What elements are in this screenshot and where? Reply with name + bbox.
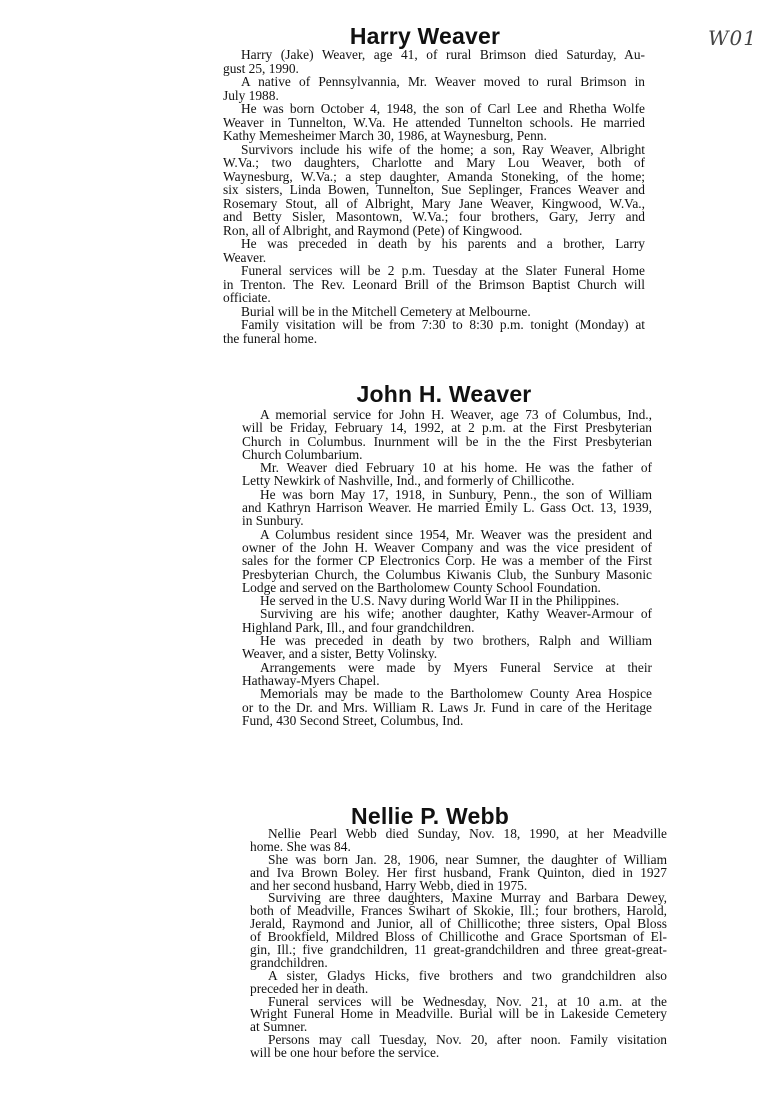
text-line: Rosemary Stout, all of Albright, Mary Jane Weaver, Kingwood, W.Va.,: [223, 195, 645, 211]
text-line: preceded her in death.: [250, 980, 369, 996]
text-line: gust 25, 1990.: [223, 60, 299, 76]
text-line: Funeral services will be 2 p.m. Tuesday at the Slater Funeral Home: [241, 263, 645, 278]
text-line: Family visitation will be from 7:30 to 8:30 p.m. tonight (Monday) at: [241, 317, 645, 332]
text-line: six sisters, Linda Bowen, Tunnelton, Sue Seplinger, Frances Weaver and: [223, 182, 645, 197]
text-line: He was born October 4, 1948, the son of Carl Lee and Rhetha Wolfe: [241, 101, 645, 116]
obituary-title-john-h-weaver: John H. Weaver: [356, 381, 532, 407]
text-line: Church Columbarium.: [242, 446, 363, 462]
text-line: Wright Funeral Home in Meadville. Burial will be in Lakeside Cemetery: [250, 1006, 667, 1022]
obituary-body-nellie-p-webb: [250, 828, 667, 1060]
text-line: W.Va.; two daughters, Charlotte and Mary Lou Weaver, both of: [223, 155, 645, 170]
text-line: Arrangements were made by Myers Funeral Service at their: [260, 659, 652, 675]
text-line: owner of the John H. Weaver Company and was the vice president of: [242, 539, 652, 555]
text-line: She was born Jan. 28, 1906, near Sumner, the daughter of William: [268, 851, 667, 867]
text-line: sales for the former CP Electronics Corp. He was a member of the First: [242, 553, 652, 569]
text-line: Survivors include his wife of the home; a son, Ray Weaver, Albright: [241, 141, 645, 157]
text-line: home. She was 84.: [250, 838, 351, 854]
text-line: Highland Park, Ill., and four grandchildren.: [242, 619, 475, 635]
text-line: will be one hour before the service.: [250, 1045, 440, 1061]
obituary-body-john-h-weaver: [242, 408, 652, 727]
text-line: Funeral services will be Wednesday, Nov. 21, at 10 a.m. at the: [268, 993, 667, 1009]
text-line: Waynesburg, W.Va.; a step daughter, Amanda Stoneking, of the home;: [223, 168, 645, 184]
text-line: He served in the U.S. Navy during World War II in the Philippines.: [260, 593, 620, 609]
text-line: July 1988.: [223, 87, 279, 103]
text-line: Memorials may be made to the Bartholomew County Area Hospice: [260, 686, 652, 702]
text-line: Church in Columbus. Inurnment will be in the the First Presbyterian: [242, 433, 652, 449]
text-line: He was born May 17, 1918, in Sunbury, Penn., the son of William: [260, 486, 652, 502]
text-line: Weaver.: [223, 249, 267, 265]
text-line: and her second husband, Harry Webb, died in 1975.: [250, 877, 528, 893]
text-line: Hathaway-Myers Chapel.: [242, 672, 380, 688]
handwritten-file-code: W01: [708, 26, 758, 50]
text-line: at Sumner.: [250, 1019, 308, 1035]
text-line: A native of Pennsylvannia, Mr. Weaver moved to rural Brimson in: [241, 74, 645, 89]
text-line: gin, Ill.; five grandchildren, 11 great-grandchildren and three great-great-: [250, 942, 667, 958]
text-line: or to the Dr. and Mrs. William R. Laws Jr. Fund in care of the Heritage: [242, 699, 652, 715]
text-line: and Kathryn Harrison Weaver. He married Emily L. Gass Oct. 13, 1939,: [242, 500, 652, 516]
text-line: and Iva Brown Boley. Her first husband, Frank Quinton, died in 1927: [250, 864, 667, 880]
text-line: Harry (Jake) Weaver, age 41, of rural Brimson died Saturday, Au-: [241, 47, 645, 62]
text-line: officiate.: [223, 290, 271, 305]
text-line: Weaver, and a sister, Betty Volinsky.: [242, 646, 438, 662]
text-line: Letty Newkirk of Nashville, Ind., and formerly of Chillicothe.: [242, 473, 575, 489]
text-line: in Sunbury.: [242, 513, 304, 529]
text-line: Presbyterian Church, the Columbus Kiwanis Club, the Sunbury Masonic: [242, 566, 652, 582]
text-line: Kathy Memesheimer March 30, 1986, at Waynesburg, Penn.: [223, 128, 547, 143]
text-line: A memorial service for John H. Weaver, age 73 of Columbus, Ind.,: [260, 407, 652, 422]
text-line: of Brookfield, Mildred Bloss of Chillicothe and Grace Sportsman of El-: [250, 929, 667, 945]
text-line: in Trenton. The Rev. Leonard Brill of the Brimson Baptist Church will: [223, 276, 645, 292]
text-line: A sister, Gladys Hicks, five brothers and two grandchildren also: [268, 967, 667, 983]
text-line: both of Meadville, Frances Swihart of Skokie, Ill.; four brothers, Harold,: [250, 903, 667, 919]
text-line: Jerald, Raymond and Junior, all of Chillicothe; three sisters, Opal Bloss: [250, 916, 667, 932]
text-line: Mr. Weaver died February 10 at his home. He was the father of: [260, 460, 652, 476]
text-line: Weaver in Tunnelton, W.Va. He attended Tunnelton schools. He married: [223, 114, 645, 130]
text-line: the funeral home.: [223, 330, 318, 346]
text-line: Burial will be in the Mitchell Cemetery at Melbourne.: [241, 303, 531, 319]
text-line: He was preceded in death by two brothers, Ralph and William: [260, 633, 652, 649]
obituary-title-harry-weaver: Harry Weaver: [349, 23, 501, 49]
text-line: Lodge and served on the Bartholomew County School Foundation.: [242, 579, 601, 595]
text-line: Surviving are his wife; another daughter, Kathy Weaver-Armour of: [260, 606, 652, 622]
text-line: grandchildren.: [250, 954, 328, 970]
text-line: Nellie Pearl Webb died Sunday, Nov. 18, 1990, at her Meadville: [268, 826, 667, 841]
text-line: Surviving are three daughters, Maxine Murray and Barbara Dewey,: [268, 890, 667, 906]
text-line: and Betty Sisler, Masontown, W.Va.; four brothers, Gary, Jerry and: [223, 209, 645, 224]
text-line: will be Friday, February 14, 1992, at 2 p.m. at the First Presbyterian: [242, 420, 652, 436]
text-line: He was preceded in death by his parents and a brother, Larry: [241, 236, 645, 251]
text-line: A Columbus resident since 1954, Mr. Weaver was the president and: [260, 526, 652, 542]
obituary-body-harry-weaver: [223, 48, 645, 345]
obituary-title-nellie-p-webb: Nellie P. Webb: [351, 803, 509, 829]
text-line: Fund, 430 Second Street, Columbus, Ind.: [242, 712, 464, 728]
text-line: Persons may call Tuesday, Nov. 20, after noon. Family visitation: [268, 1032, 667, 1048]
text-line: Ron, all of Albright, and Raymond (Pete) of Kingwood.: [223, 222, 523, 238]
